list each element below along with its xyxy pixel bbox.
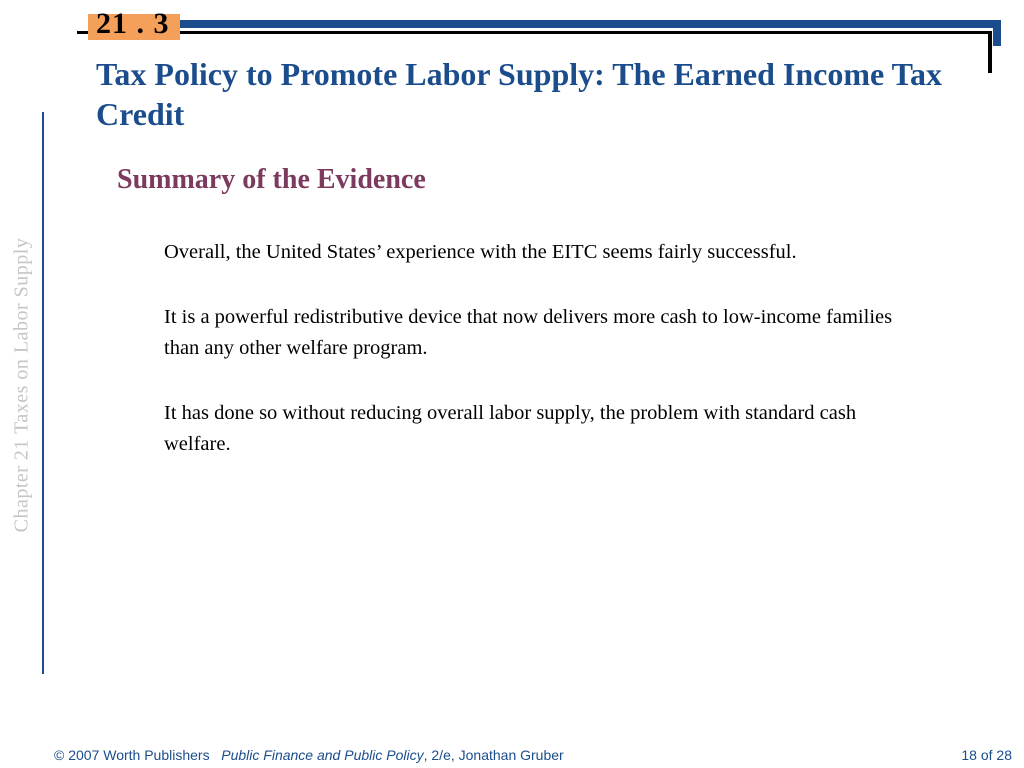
chapter-label: Chapter 21 Taxes on Labor Supply bbox=[10, 237, 33, 533]
side-rule bbox=[42, 112, 44, 674]
body-paragraph-3: It has done so without reducing overall labor supply, the problem with standard cash welfare. bbox=[164, 402, 857, 455]
header-rule-blue bbox=[178, 20, 1001, 28]
footer-credit bbox=[54, 747, 564, 763]
header-rule-blue-drop bbox=[993, 20, 1001, 46]
footer-copyright: © 2007 Worth Publishers bbox=[54, 747, 210, 763]
footer-book-title: Public Finance and Public Policy bbox=[221, 747, 424, 763]
footer-edition-author: , 2/e, Jonathan Gruber bbox=[423, 747, 564, 763]
body-paragraph-1: Overall, the United States’ experience with the EITC seems fairly successful. bbox=[164, 241, 797, 263]
page-title: Tax Policy to Promote Labor Supply: The Earned Income Tax Credit bbox=[96, 56, 943, 132]
body-paragraph-2: It is a powerful redistributive device that now delivers more cash to low-income families than any other welfare program. bbox=[164, 306, 893, 359]
page-indicator: 18 of 28 bbox=[961, 747, 1012, 763]
header-rule-black-drop bbox=[988, 31, 992, 73]
header-rule-black bbox=[178, 31, 992, 34]
section-subtitle: Summary of the Evidence bbox=[117, 164, 426, 195]
body-text bbox=[164, 237, 924, 494]
section-number: 21 . 3 bbox=[96, 7, 170, 40]
